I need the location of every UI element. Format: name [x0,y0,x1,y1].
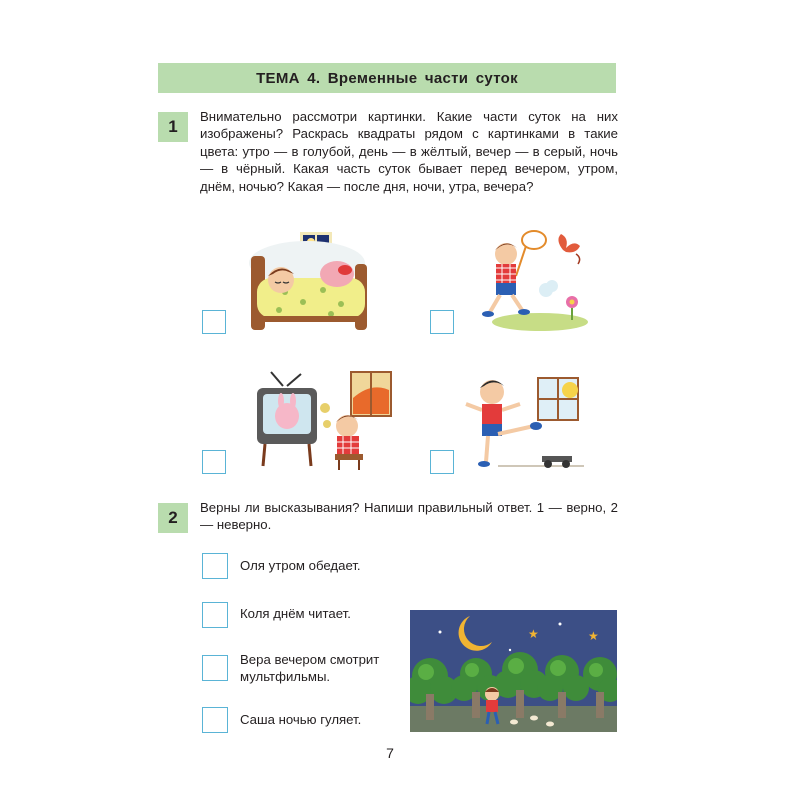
answer-box-1[interactable] [202,553,228,579]
answer-box-3[interactable] [202,655,228,681]
boy-watching-tv-picture [235,368,395,476]
answer-box-2[interactable] [202,602,228,628]
task-number-1: 1 [158,112,188,142]
topic-title: ТЕМА 4. Временные части суток [256,69,518,87]
task-1-text: Внимательно рассмотри картинки. Какие части суток на них изображены? Раскрась квадраты рядом с картинками в такие цвета: утро — в голубой, день — в жёлтый, вечер — в серый, ночь — в чёрный. Какая часть суток бывает перед вечером, утром, днём, ночью? Какая — после дня, ночи, утра, вечера? [200,109,618,194]
boy-doing-morning-exercise-picture [458,370,598,478]
checkbox-picture-1[interactable] [202,310,226,334]
task-2-text: Верны ли высказывания? Напиши правильный ответ. 1 — верно, 2 — неверно. [200,500,618,533]
page-number: 7 [386,745,394,761]
task-number-2: 2 [158,503,188,533]
boy-catching-butterfly-picture [468,228,593,336]
topic-header [158,63,616,93]
statement-1: Оля утром обедает. [240,558,361,573]
answer-box-4[interactable] [202,707,228,733]
statement-3: Вера вечером смотрит мультфильмы. [240,652,380,685]
svg-text:★: ★ [588,629,599,643]
checkbox-picture-3[interactable] [202,450,226,474]
checkbox-picture-2[interactable] [430,310,454,334]
statement-4: Саша ночью гуляет. [240,712,362,727]
checkbox-picture-4[interactable] [430,450,454,474]
night-forest-walk-picture [410,610,617,732]
svg-text:★: ★ [528,627,539,641]
statement-2: Коля днём читает. [240,606,351,621]
sleeping-boy-in-bed-picture [245,228,370,336]
